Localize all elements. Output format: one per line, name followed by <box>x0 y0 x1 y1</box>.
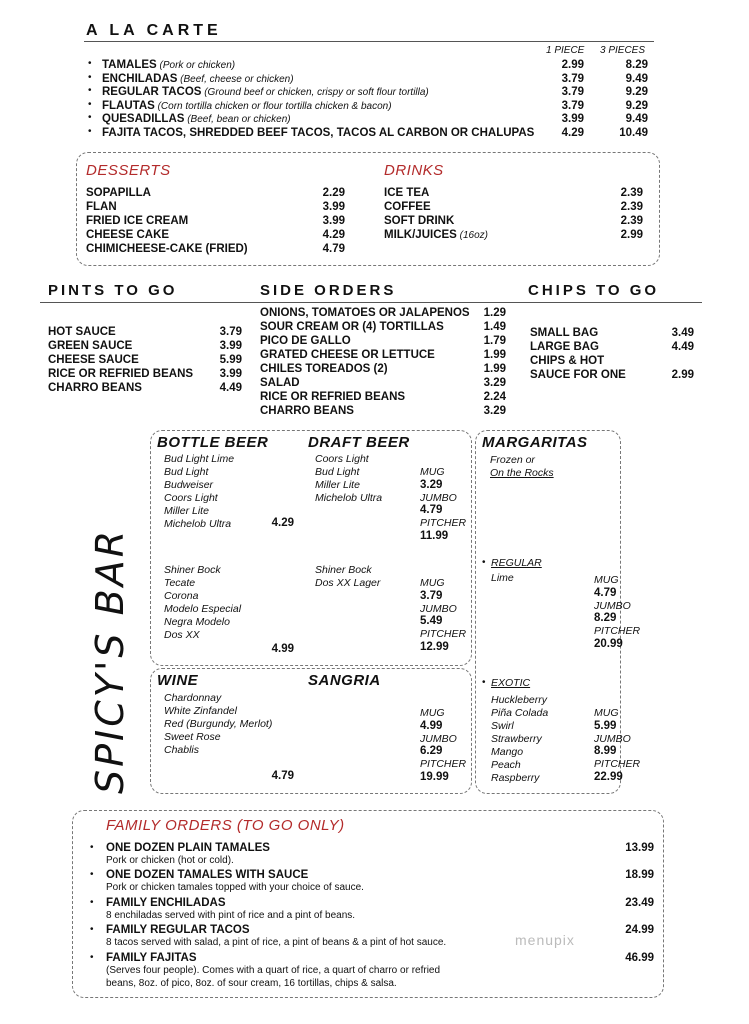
side-item: RICE OR REFRIED BEANS <box>260 391 406 403</box>
bottle-beer-item: Negra Modelo <box>164 616 230 628</box>
bullet: • <box>88 71 92 83</box>
desserts-title: DESSERTS <box>86 162 171 179</box>
alacarte-title: A LA CARTE <box>86 22 222 39</box>
exotic-label: EXOTIC <box>491 677 531 689</box>
side-price: 1.79 <box>483 335 506 347</box>
size-label: MUG <box>420 466 445 478</box>
draft-price: 11.99 <box>420 530 449 542</box>
bullet: • <box>482 677 486 688</box>
price-1-piece: 3.99 <box>561 113 584 126</box>
family-item: FAMILY REGULAR TACOS <box>106 924 250 936</box>
price-3-pieces: 10.49 <box>619 127 648 139</box>
family-price: 24.99 <box>625 924 654 936</box>
bottle-beer-title: BOTTLE BEER <box>157 434 269 451</box>
pint-price: 3.99 <box>219 368 242 380</box>
pint-price: 3.79 <box>219 326 242 338</box>
margarita-item: Raspberry <box>491 772 540 784</box>
draft-price: 3.29 <box>420 478 443 491</box>
draft-price: 5.49 <box>420 615 443 628</box>
bottle-beer-item: Corona <box>164 590 199 602</box>
chip-item: SAUCE FOR ONE <box>530 369 626 381</box>
sangria-price: 4.99 <box>420 719 443 732</box>
price-3-pieces: 9.49 <box>625 72 648 85</box>
bottle-beer-item: Modelo Especial <box>164 603 242 615</box>
margaritas-title: MARGARITAS <box>482 434 588 451</box>
side-price: 1.99 <box>483 363 506 375</box>
wine-item: Sweet Rose <box>164 731 221 743</box>
sangria-price: 6.29 <box>420 745 443 758</box>
item-desc: (Pork or chicken) <box>156 60 236 71</box>
drink-price: 2.39 <box>620 201 643 213</box>
alacarte-item <box>102 127 534 139</box>
size-label: JUMBO <box>420 602 457 615</box>
family-item: FAMILY FAJITAS <box>106 952 197 964</box>
bullet: • <box>88 98 92 110</box>
pint-item: HOT SAUCE <box>48 326 116 338</box>
sangria-title: SANGRIA <box>308 672 381 689</box>
bullet: • <box>88 126 92 137</box>
family-desc: 8 enchiladas served with pint of rice and a pint of beans. <box>106 910 356 921</box>
item-desc: (Beef, cheese or chicken) <box>177 73 294 85</box>
side-item: SALAD <box>260 377 300 389</box>
side-item: CHARRO BEANS <box>260 405 354 417</box>
size-label: PITCHER <box>594 625 641 638</box>
margarita-price: 20.99 <box>594 638 623 650</box>
item-name: REGULAR TACOS <box>102 86 202 99</box>
bottle-beer-item: Michelob Ultra <box>164 518 232 530</box>
margarita-item: Huckleberry <box>491 694 548 706</box>
alacarte-item <box>102 113 291 125</box>
alacarte-item <box>102 86 429 98</box>
bullet: • <box>90 842 94 853</box>
price-3-pieces: 9.29 <box>625 99 648 112</box>
drink-item <box>384 229 488 241</box>
family-item: FAMILY ENCHILADAS <box>106 897 226 909</box>
wine-item: White Zinfandel <box>164 705 237 717</box>
size-label: JUMBO <box>594 599 631 612</box>
bullet: • <box>88 85 92 97</box>
draft-beer-item: Dos XX Lager <box>315 577 381 589</box>
drinks-title: DRINKS <box>384 162 444 179</box>
drink-name: MILK/JUICES <box>384 229 457 241</box>
chip-item: CHIPS & HOT <box>530 355 605 367</box>
chip-price: 2.99 <box>671 369 694 381</box>
margarita-price: 8.99 <box>594 745 617 758</box>
draft-beer-item: Bud Light <box>315 466 360 478</box>
margarita-sub: Frozen or <box>490 454 535 466</box>
bottle-beer-item: Tecate <box>164 577 196 589</box>
pint-price: 5.99 <box>219 354 242 366</box>
price-1-piece: 3.79 <box>561 99 584 112</box>
margarita-item: Strawberry <box>491 733 542 745</box>
family-item: ONE DOZEN PLAIN TAMALES <box>106 842 270 854</box>
side-price: 1.99 <box>483 349 506 361</box>
family-price: 46.99 <box>625 952 654 964</box>
drink-name: COFFEE <box>384 201 431 213</box>
pints-title: PINTS TO GO <box>48 282 178 299</box>
bottle-beer-item: Shiner Bock <box>164 564 221 576</box>
size-label: PITCHER <box>420 628 467 641</box>
drink-item <box>384 187 429 199</box>
side-price: 3.29 <box>483 377 506 389</box>
margarita-item: Peach <box>491 759 521 771</box>
dessert-item: FLAN <box>86 201 117 213</box>
drink-name: SOFT DRINK <box>384 215 455 227</box>
draft-beer-title: DRAFT BEER <box>308 434 410 451</box>
family-desc: (Serves four people). Comes with a quart of rice, a quart of charro or refried <box>106 965 441 976</box>
draft-beer-item: Michelob Ultra <box>315 492 383 504</box>
size-label: PITCHER <box>420 517 467 530</box>
item-desc: (Corn tortilla chicken or flour tortilla chicken & bacon) <box>154 100 392 112</box>
dessert-item: FRIED ICE CREAM <box>86 215 189 227</box>
margarita-item: Swirl <box>491 720 514 732</box>
watermark: menupix <box>515 932 575 948</box>
price-1-piece: 3.79 <box>561 86 584 99</box>
side-price: 3.29 <box>483 405 506 417</box>
size-label: PITCHER <box>420 758 467 771</box>
chip-item: LARGE BAG <box>530 341 599 353</box>
dessert-price: 3.99 <box>322 201 345 213</box>
bar-name: SPICY'S BAR <box>88 527 132 794</box>
chip-price: 4.49 <box>671 341 694 353</box>
dessert-item: CHIMICHEESE-CAKE (FRIED) <box>86 243 248 255</box>
pint-price: 4.49 <box>219 382 242 394</box>
margarita-price: 5.99 <box>594 719 617 732</box>
bullet: • <box>90 897 94 908</box>
item-name: ENCHILADAS <box>102 72 178 85</box>
pint-item: GREEN SAUCE <box>48 340 133 352</box>
pint-item: CHARRO BEANS <box>48 382 142 394</box>
family-desc: 8 tacos served with salad, a pint of rice, a pint of beans & a pint of hot sauce. <box>106 937 447 948</box>
pint-price: 3.99 <box>219 340 242 352</box>
draft-beer-item: Miller Lite <box>315 479 360 491</box>
bottle-beer-item: Bud Light <box>164 466 209 478</box>
col-3-pieces: 3 PIECES <box>600 45 646 56</box>
family-desc: beans, 8oz. of pico, 8oz. of sour cream, 16 tortillas, chips & salsa. <box>106 978 397 989</box>
sangria-price: 19.99 <box>420 771 449 783</box>
drink-price: 2.99 <box>620 229 643 241</box>
item-name: FAJITA TACOS, SHREDDED BEEF TACOS, TACOS AL CARBON OR CHALUPAS <box>102 127 535 139</box>
bullet: • <box>90 924 94 935</box>
price-1-piece: 3.79 <box>561 72 584 85</box>
draft-beer-item: Coors Light <box>315 453 369 465</box>
item-desc: (Ground beef or chicken, crispy or soft flour tortilla) <box>201 87 429 99</box>
side-item: CHILES TOREADOS (2) <box>260 363 388 375</box>
pint-item: CHEESE SAUCE <box>48 354 139 366</box>
draft-price: 4.79 <box>420 504 443 517</box>
size-label: PITCHER <box>594 758 641 771</box>
margarita-item: Piña Colada <box>491 707 549 719</box>
chips-title: CHIPS TO GO <box>528 282 660 299</box>
dessert-price: 2.29 <box>322 187 345 199</box>
col-1-piece: 1 PIECE <box>546 45 585 56</box>
bottle-beer-item: Coors Light <box>164 492 218 504</box>
side-item: GRATED CHEESE OR LETTUCE <box>260 349 435 361</box>
family-price: 23.49 <box>625 897 654 909</box>
alacarte-item <box>102 73 294 85</box>
side-item: SOUR CREAM OR (4) TORTILLAS <box>260 321 444 333</box>
bullet: • <box>90 869 94 880</box>
wine-price: 4.79 <box>271 770 294 782</box>
alacarte-item <box>102 100 392 112</box>
chip-price: 3.49 <box>671 327 694 339</box>
dessert-item: CHEESE CAKE <box>86 229 170 241</box>
dessert-price: 4.79 <box>322 243 345 255</box>
price-3-pieces: 8.29 <box>625 59 648 71</box>
wine-title: WINE <box>157 672 199 689</box>
margarita-item: Mango <box>491 746 524 758</box>
item-name: QUESADILLAS <box>102 113 185 126</box>
bullet: • <box>482 557 486 568</box>
drink-item <box>384 201 431 213</box>
family-desc: Pork or chicken (hot or cold). <box>106 855 234 866</box>
drink-item <box>384 215 454 227</box>
size-label: MUG <box>594 707 619 719</box>
drink-price: 2.39 <box>620 187 643 199</box>
bottle-beer-item: Bud Light Lime <box>164 453 235 465</box>
size-label: MUG <box>594 574 619 586</box>
family-title: FAMILY ORDERS (TO GO ONLY) <box>106 817 345 834</box>
item-name: FLAUTAS <box>102 99 155 112</box>
item-desc: (Beef, bean or chicken) <box>184 114 291 126</box>
size-label: JUMBO <box>420 732 457 745</box>
alacarte-item <box>102 59 235 71</box>
bottle-beer-item: Miller Lite <box>164 505 209 517</box>
regular-label: REGULAR <box>491 557 542 569</box>
drink-desc: (16oz) <box>456 230 488 241</box>
margarita-item: Lime <box>491 572 514 584</box>
side-item: ONIONS, TOMATOES OR JALAPENOS <box>260 307 470 319</box>
side-item: PICO DE GALLO <box>260 335 351 347</box>
price-1-piece: 2.99 <box>561 59 584 71</box>
draft-beer-item: Shiner Bock <box>315 564 372 576</box>
wine-item: Chardonnay <box>164 692 222 704</box>
margarita-price: 8.29 <box>594 612 617 625</box>
wine-item: Red (Burgundy, Merlot) <box>164 718 273 730</box>
side-price: 1.49 <box>483 321 506 333</box>
bullet: • <box>88 112 92 124</box>
family-price: 18.99 <box>625 869 654 881</box>
size-label: JUMBO <box>594 732 631 745</box>
dessert-price: 4.29 <box>322 229 345 241</box>
price-3-pieces: 9.49 <box>625 113 648 126</box>
family-desc: Pork or chicken tamales topped with your choice of sauce. <box>106 882 364 893</box>
bullet: • <box>88 58 92 69</box>
size-label: MUG <box>420 707 445 719</box>
item-name: TAMALES <box>102 59 157 71</box>
family-item: ONE DOZEN TAMALES WITH SAUCE <box>106 869 309 881</box>
size-label: MUG <box>420 577 445 589</box>
drink-name: ICE TEA <box>384 187 430 199</box>
chip-item: SMALL BAG <box>530 327 599 339</box>
bottle-beer-item: Budweiser <box>164 479 214 491</box>
draft-price: 3.79 <box>420 589 443 602</box>
bottle-price-2: 4.99 <box>271 643 294 655</box>
margarita-price: 22.99 <box>594 771 623 783</box>
drink-price: 2.39 <box>620 215 643 227</box>
price-3-pieces: 9.29 <box>625 86 648 99</box>
draft-price: 12.99 <box>420 641 449 653</box>
bottle-price-1: 4.29 <box>271 517 294 529</box>
bottle-beer-item: Dos XX <box>164 629 200 641</box>
family-price: 13.99 <box>625 842 654 854</box>
side-price: 1.29 <box>483 307 506 319</box>
margarita-sub: On the Rocks <box>490 467 554 479</box>
size-label: JUMBO <box>420 491 457 504</box>
side-price: 2.24 <box>483 391 506 403</box>
dessert-item: SOPAPILLA <box>86 187 151 199</box>
price-1-piece: 4.29 <box>561 127 584 139</box>
margarita-price: 4.79 <box>594 586 617 599</box>
dessert-price: 3.99 <box>322 215 345 227</box>
bullet: • <box>90 952 94 963</box>
wine-item: Chablis <box>164 744 200 756</box>
sides-title: SIDE ORDERS <box>260 282 397 299</box>
pint-item: RICE OR REFRIED BEANS <box>48 368 194 380</box>
